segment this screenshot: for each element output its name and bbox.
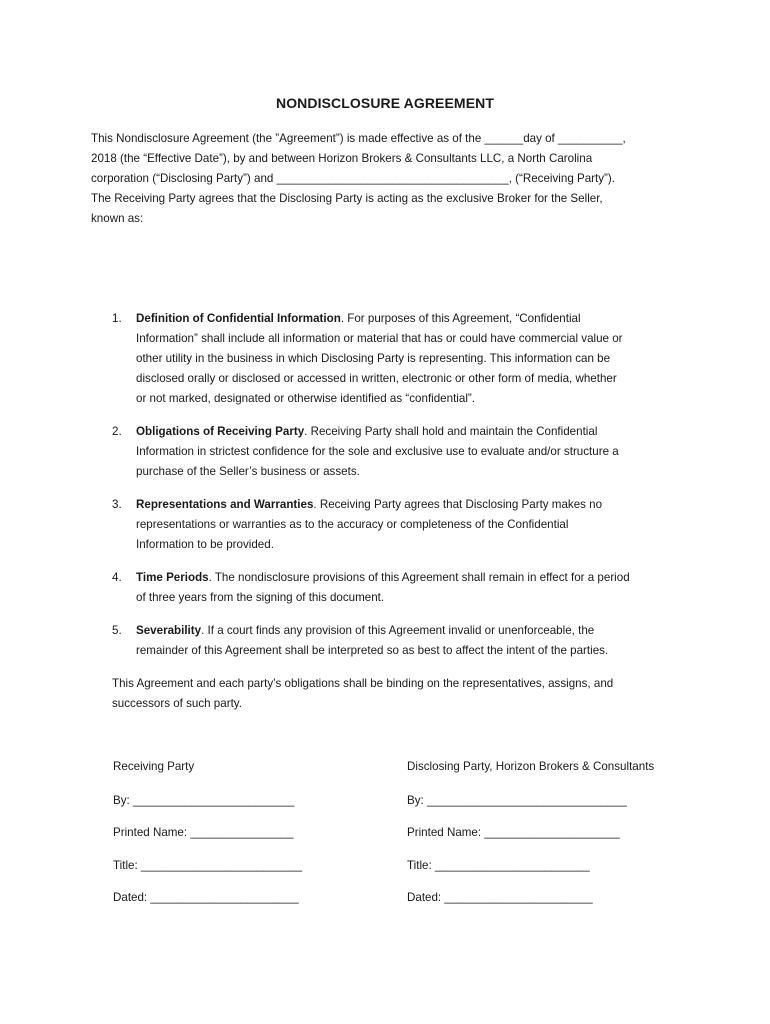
clause-text: . If a court finds any provision of this Agreement invalid or unenforceable, the — [201, 624, 595, 637]
clause-heading: Severability — [136, 624, 202, 637]
clause-line: representations or warranties as to the accuracy or completeness of the Confidential — [136, 518, 569, 531]
clause-line: disclosed orally or disclosed or accessed in written, electronic or other form of media, whether — [136, 372, 617, 385]
clause-content — [136, 422, 692, 482]
clause-definition — [112, 309, 692, 409]
clause-line: Information in strictest confidence for the sole and exclusive use to evaluate and/or structure a — [136, 445, 619, 458]
intro-line: The Receiving Party agrees that the Disclosing Party is acting as the exclusive Broker for the Seller, — [91, 192, 603, 205]
document-title: NONDISCLOSURE AGREEMENT — [275, 95, 494, 111]
intro-paragraph — [91, 129, 691, 229]
clause-heading: Representations and Warranties — [136, 498, 314, 511]
clause-first-line — [136, 568, 692, 588]
clause-content — [136, 309, 692, 409]
clause-first-line — [136, 309, 692, 329]
clause-time-periods — [112, 568, 692, 608]
signature-printed-name-field[interactable]: Printed Name: _____________________ — [407, 826, 620, 839]
clause-heading: Obligations of Receiving Party — [136, 425, 305, 438]
clause-first-line — [136, 621, 692, 641]
closing-line: This Agreement and each party’s obligations shall be binding on the representatives, assigns, and — [112, 677, 614, 690]
clause-text: . The nondisclosure provisions of this Agreement shall remain in effect for a period — [208, 571, 630, 584]
clause-line: of three years from the signing of this document. — [136, 591, 385, 604]
signature-party-label: Receiving Party — [113, 760, 195, 773]
clause-number: 2. — [112, 425, 122, 438]
intro-line: known as: — [91, 212, 144, 225]
clause-first-line — [136, 495, 692, 515]
intro-line: This Nondisclosure Agreement (the ”Agreement”) is made effective as of the ______day of __________, — [91, 132, 626, 145]
signature-by-field[interactable]: By: _________________________ — [113, 794, 295, 807]
clause-line: remainder of this Agreement shall be interpreted so as best to affect the intent of the parties. — [136, 644, 609, 657]
clause-line: or not marked, designated or otherwise identified as “confidential”. — [136, 392, 475, 405]
signature-printed-name-field[interactable]: Printed Name: ________________ — [113, 826, 294, 839]
closing-line: successors of such party. — [112, 697, 242, 710]
clause-line: Information” shall include all information or material that has or could have commercial value or — [136, 332, 623, 345]
clause-heading: Time Periods — [136, 571, 209, 584]
clause-number: 4. — [112, 571, 122, 584]
clause-severability — [112, 621, 692, 661]
clause-text: . Receiving Party shall hold and maintain the Confidential — [304, 425, 598, 438]
clause-line: other utility in the business in which Disclosing Party is representing. This information can be — [136, 352, 611, 365]
signature-dated-field[interactable]: Dated: _______________________ — [113, 891, 299, 904]
intro-line: 2018 (the “Effective Date”), by and between Horizon Brokers & Consultants LLC, a North Carolina — [91, 152, 593, 165]
clause-obligations — [112, 422, 692, 482]
clause-text: . For purposes of this Agreement, “Confidential — [340, 312, 581, 325]
clause-text: . Receiving Party agrees that Disclosing Party makes no — [313, 498, 603, 511]
clause-content — [136, 621, 692, 661]
clause-content — [136, 495, 692, 555]
clause-content — [136, 568, 692, 608]
signature-title-field[interactable]: Title: _________________________ — [113, 859, 303, 872]
clause-number: 1. — [112, 312, 122, 325]
signature-title-field[interactable]: Title: ________________________ — [407, 859, 590, 872]
closing-paragraph — [112, 674, 692, 714]
clause-heading: Definition of Confidential Information — [136, 312, 341, 325]
clause-line: purchase of the Seller’s business or assets. — [136, 465, 360, 478]
clause-line: Information to be provided. — [136, 538, 274, 551]
clause-first-line — [136, 422, 692, 442]
clause-number: 3. — [112, 498, 122, 511]
signature-dated-field[interactable]: Dated: _______________________ — [407, 891, 593, 904]
clause-representations — [112, 495, 692, 555]
signature-party-label: Disclosing Party, Horizon Brokers & Consultants — [407, 760, 655, 773]
intro-line: corporation (“Disclosing Party”) and ____________________________________, (“Receiving Party”). — [91, 172, 615, 185]
signature-by-field[interactable]: By: _______________________________ — [407, 794, 627, 807]
clause-number: 5. — [112, 624, 122, 637]
